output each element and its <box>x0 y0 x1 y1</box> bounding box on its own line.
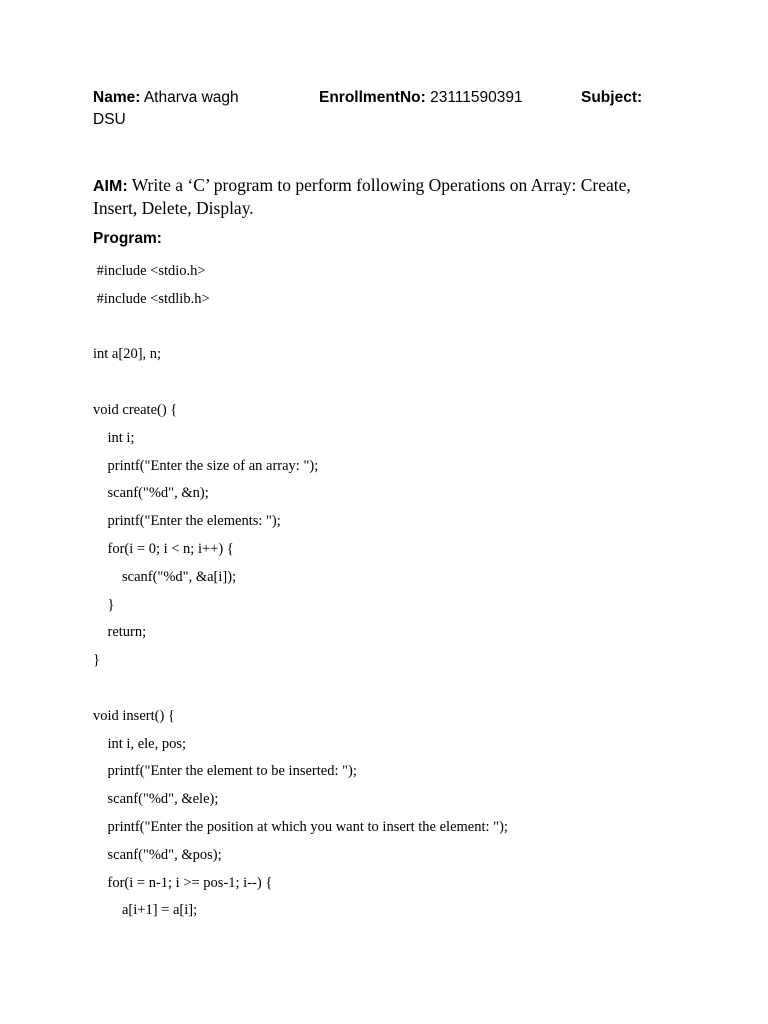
aim-label: AIM: <box>93 178 128 195</box>
code-line: int i, ele, pos; <box>93 735 187 752</box>
code-line: } <box>93 596 115 613</box>
name-label: Name: <box>93 89 141 106</box>
subject-heading <box>581 89 642 107</box>
subject-label: Subject: <box>581 89 643 106</box>
code-line: a[i+1] = a[i]; <box>93 902 198 919</box>
code-line: printf("Enter the element to be inserted: "); <box>93 763 357 780</box>
code-line: for(i = n-1; i >= pos-1; i--) { <box>93 874 273 891</box>
code-line: scanf("%d", &ele); <box>93 791 219 808</box>
code-line: } <box>93 652 100 669</box>
student-name <box>93 89 239 107</box>
code-line: #include <stdio.h> <box>93 263 206 279</box>
code-line: return; <box>93 624 147 641</box>
enrollment-value: 23111590391 <box>425 89 523 106</box>
aim-line-2: Insert, Delete, Display. <box>93 198 254 218</box>
code-line: printf("Enter the elements: "); <box>93 513 281 530</box>
enrollment-number <box>319 89 523 107</box>
aim-text-1: Write a ‘C’ program to perform following Operations on Array: Create, <box>127 175 631 195</box>
code-line: void insert() { <box>93 707 175 724</box>
code-line: scanf("%d", &n); <box>93 485 209 502</box>
aim-line-1 <box>93 174 631 198</box>
subject-value: DSU <box>93 111 126 128</box>
code-line: printf("Enter the size of an array: "); <box>93 457 319 474</box>
code-line: #include <stdlib.h> <box>93 290 210 307</box>
code-line: scanf("%d", &pos); <box>93 846 222 863</box>
code-line: for(i = 0; i < n; i++) { <box>93 540 234 557</box>
code-line: int a[20], n; <box>93 346 162 363</box>
code-line: printf("Enter the position at which you want to insert the element: "); <box>93 818 508 835</box>
code-line <box>93 314 733 342</box>
code-line <box>93 369 733 397</box>
name-value: Atharva wagh <box>140 89 239 106</box>
program-label: Program: <box>93 230 162 247</box>
code-line <box>93 675 733 703</box>
enrollment-label: EnrollmentNo: <box>319 89 426 106</box>
code-line: int i; <box>93 429 135 446</box>
code-block <box>93 258 733 925</box>
code-line: scanf("%d", &a[i]); <box>93 568 237 585</box>
code-line: void create() { <box>93 401 178 418</box>
